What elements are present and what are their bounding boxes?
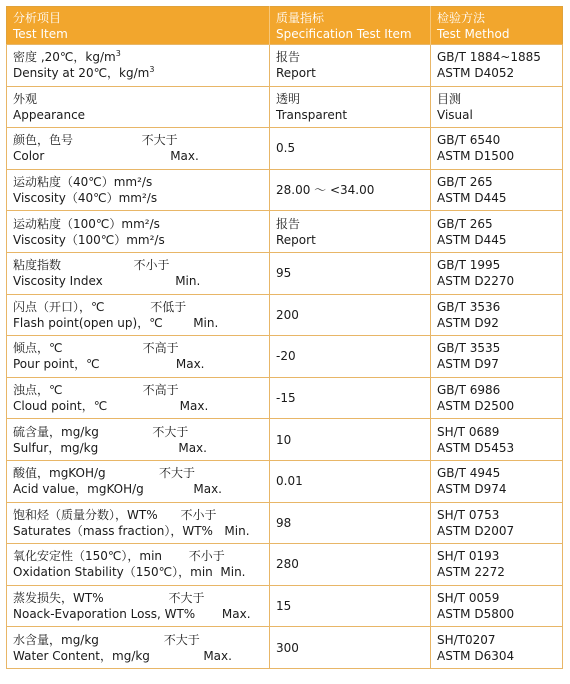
header-test-item	[7, 7, 270, 45]
cell-test-method-line: ASTM D2500	[437, 399, 515, 414]
cell-test-item-line: Appearance	[13, 107, 86, 122]
cell-test-item-line: 蒸发损失，WT% 不大于	[13, 591, 205, 606]
cell-test-item-line: 运动粘度（40℃）mm²/s	[13, 175, 153, 190]
table-body	[7, 45, 563, 669]
cell-specification	[270, 336, 431, 378]
cell-test-method-line: ASTM D92	[437, 315, 499, 330]
cell-test-method	[431, 336, 563, 378]
header-test-item-en: Test Item	[13, 26, 68, 41]
table-row	[7, 585, 563, 627]
cell-test-item-line: Saturates（mass fraction），WT% Min.	[13, 523, 250, 538]
table-row	[7, 86, 563, 128]
cell-test-item	[7, 252, 270, 294]
header-specification-en: Specification Test Item	[276, 26, 412, 41]
header-specification-cn: 质量指标	[276, 10, 325, 25]
cell-test-item-line: 外观	[13, 91, 38, 106]
cell-test-item	[7, 585, 270, 627]
cell-test-method-line: ASTM D97	[437, 357, 499, 372]
cell-test-item	[7, 544, 270, 586]
cell-specification-line: 10	[276, 432, 292, 447]
table-row	[7, 627, 563, 669]
cell-specification	[270, 86, 431, 128]
cell-test-method	[431, 419, 563, 461]
cell-test-item	[7, 336, 270, 378]
cell-specification-line: 300	[276, 640, 299, 655]
cell-test-method-line: ASTM D4052	[437, 66, 515, 81]
cell-test-item-line: Color Max.	[13, 149, 199, 164]
cell-test-item	[7, 377, 270, 419]
cell-test-item-line: 粘度指数 不小于	[13, 258, 170, 273]
cell-test-item-line: 饱和烃（质量分数），WT% 不小于	[13, 507, 217, 522]
cell-test-method-line: ASTM D6304	[437, 648, 515, 663]
cell-specification-line: 28.00 ～ <34.00	[276, 183, 375, 198]
table-row	[7, 502, 563, 544]
cell-specification-line: 95	[276, 266, 292, 281]
cell-specification-line: 280	[276, 557, 299, 572]
cell-test-method	[431, 45, 563, 87]
header-test-method-cn: 检验方法	[437, 10, 486, 25]
cell-test-method	[431, 169, 563, 211]
cell-test-item-line: 倾点，℃ 不高于	[13, 341, 179, 356]
cell-test-item	[7, 128, 270, 170]
cell-specification	[270, 544, 431, 586]
cell-specification	[270, 460, 431, 502]
cell-specification	[270, 128, 431, 170]
cell-test-method	[431, 86, 563, 128]
table-row	[7, 377, 563, 419]
unit-superscript: 3	[149, 65, 155, 75]
table-row	[7, 169, 563, 211]
cell-test-item-line: 运动粘度（100℃）mm²/s	[13, 216, 160, 231]
cell-test-item-line: 密度 ,20℃，$kg/m^3$	[13, 49, 121, 65]
cell-test-method-line: SH/T 0059	[437, 591, 500, 606]
cell-test-item-line: 酸值，mgKOH/g 不大于	[13, 466, 196, 481]
cell-specification-line: 200	[276, 307, 299, 322]
cell-test-item-line: Acid value，mgKOH/g Max.	[13, 482, 222, 497]
cell-test-method	[431, 460, 563, 502]
table-header	[7, 7, 563, 45]
cell-test-item	[7, 45, 270, 87]
table-row	[7, 128, 563, 170]
cell-test-method-line: ASTM D974	[437, 482, 507, 497]
cell-test-method-line: ASTM D445	[437, 232, 507, 247]
table-row	[7, 460, 563, 502]
cell-test-method	[431, 502, 563, 544]
cell-specification	[270, 169, 431, 211]
cell-specification-line: 15	[276, 599, 292, 614]
cell-test-item-line: Pour point，℃ Max.	[13, 357, 205, 372]
cell-test-item	[7, 419, 270, 461]
cell-test-method-line: Visual	[437, 107, 473, 122]
cell-test-method-line: GB/T 1995	[437, 258, 501, 273]
cell-test-item	[7, 460, 270, 502]
cell-specification	[270, 45, 431, 87]
table-row	[7, 252, 563, 294]
cell-test-item-line: 浊点，℃ 不高于	[13, 383, 179, 398]
cell-test-method-line: ASTM D5453	[437, 440, 515, 455]
cell-specification-line: 报告	[276, 216, 301, 231]
cell-specification	[270, 211, 431, 253]
table-row	[7, 419, 563, 461]
cell-test-item	[7, 502, 270, 544]
cell-test-method	[431, 128, 563, 170]
cell-test-item-line: 氧化安定性（150℃），min 不小于	[13, 549, 225, 564]
cell-test-method	[431, 294, 563, 336]
cell-specification	[270, 377, 431, 419]
cell-test-item-line: Sulfur，mg/kg Max.	[13, 440, 207, 455]
cell-specification	[270, 627, 431, 669]
cell-specification-line: Report	[276, 232, 316, 247]
cell-specification	[270, 419, 431, 461]
cell-test-method-line: GB/T 3536	[437, 299, 501, 314]
header-specification	[270, 7, 431, 45]
cell-test-method-line: GB/T 1884~1885	[437, 50, 541, 65]
unit-superscript: 3	[115, 49, 121, 59]
cell-test-method-line: ASTM 2272	[437, 565, 505, 580]
cell-test-item	[7, 294, 270, 336]
cell-specification-line: Transparent	[276, 107, 348, 122]
header-row	[7, 7, 563, 45]
cell-specification-line: 透明	[276, 91, 301, 106]
header-test-item-cn: 分析项目	[13, 10, 62, 25]
cell-test-method-line: SH/T 0689	[437, 424, 500, 439]
cell-test-item	[7, 211, 270, 253]
cell-test-method	[431, 627, 563, 669]
cell-test-method	[431, 377, 563, 419]
cell-specification-line: -20	[276, 349, 296, 364]
cell-test-method-line: GB/T 265	[437, 175, 493, 190]
table-row	[7, 336, 563, 378]
cell-test-item-line: 水含量，mg/kg 不大于	[13, 632, 200, 647]
cell-specification-line: 0.5	[276, 141, 296, 156]
cell-test-item-line: Oxidation Stability（150℃），min Min.	[13, 565, 246, 580]
table-row	[7, 294, 563, 336]
cell-test-method-line: SH/T0207	[437, 632, 496, 647]
cell-test-item-line: 硫含量，mg/kg 不大于	[13, 424, 189, 439]
cell-test-method-line: GB/T 265	[437, 216, 493, 231]
cell-test-method-line: 目测	[437, 91, 462, 106]
cell-test-method	[431, 585, 563, 627]
cell-test-item-line: 颜色，色号 不大于	[13, 133, 178, 148]
cell-test-method-line: SH/T 0753	[437, 507, 500, 522]
cell-test-method-line: ASTM D1500	[437, 149, 515, 164]
cell-test-method-line: ASTM D445	[437, 191, 507, 206]
cell-test-item-line: Noack-Evaporation Loss, WT% Max.	[13, 607, 251, 622]
cell-test-method-line: GB/T 6540	[437, 133, 501, 148]
cell-test-method-line: GB/T 6986	[437, 383, 501, 398]
cell-specification-line: Report	[276, 66, 316, 81]
table-row	[7, 544, 563, 586]
cell-test-method-line: ASTM D2007	[437, 523, 515, 538]
cell-test-item-line: Viscosity（40℃）mm²/s	[13, 191, 158, 206]
cell-specification-line: 报告	[276, 50, 301, 65]
cell-test-item-line: Viscosity Index Min.	[13, 274, 201, 289]
cell-test-method	[431, 252, 563, 294]
cell-test-item-line: 闪点（开口），℃ 不低于	[13, 299, 187, 314]
cell-specification	[270, 252, 431, 294]
cell-test-item-line: Flash point(open up)，℃ Min.	[13, 315, 219, 330]
cell-specification-line: -15	[276, 391, 296, 406]
cell-test-method-line: GB/T 4945	[437, 466, 501, 481]
cell-specification-line: 98	[276, 515, 292, 530]
cell-test-method	[431, 211, 563, 253]
cell-test-item-line: Density at 20℃，$kg/m^3$	[13, 65, 155, 81]
cell-test-item-line: Viscosity（100℃）mm²/s	[13, 232, 165, 247]
cell-test-item	[7, 169, 270, 211]
cell-test-method-line: ASTM D5800	[437, 607, 515, 622]
spec-table	[6, 6, 563, 669]
cell-specification	[270, 585, 431, 627]
cell-test-item	[7, 627, 270, 669]
cell-specification-line: 0.01	[276, 474, 303, 489]
table-row	[7, 45, 563, 87]
cell-specification	[270, 502, 431, 544]
cell-test-method-line: GB/T 3535	[437, 341, 501, 356]
cell-test-item-line: Water Content，mg/kg Max.	[13, 648, 232, 663]
cell-test-method-line: ASTM D2270	[437, 274, 515, 289]
header-test-method	[431, 7, 563, 45]
cell-test-item	[7, 86, 270, 128]
cell-test-method	[431, 544, 563, 586]
cell-test-method-line: SH/T 0193	[437, 549, 500, 564]
cell-test-item-line: Cloud point，℃ Max.	[13, 399, 209, 414]
cell-specification	[270, 294, 431, 336]
header-test-method-en: Test Method	[437, 26, 510, 41]
table-row	[7, 211, 563, 253]
